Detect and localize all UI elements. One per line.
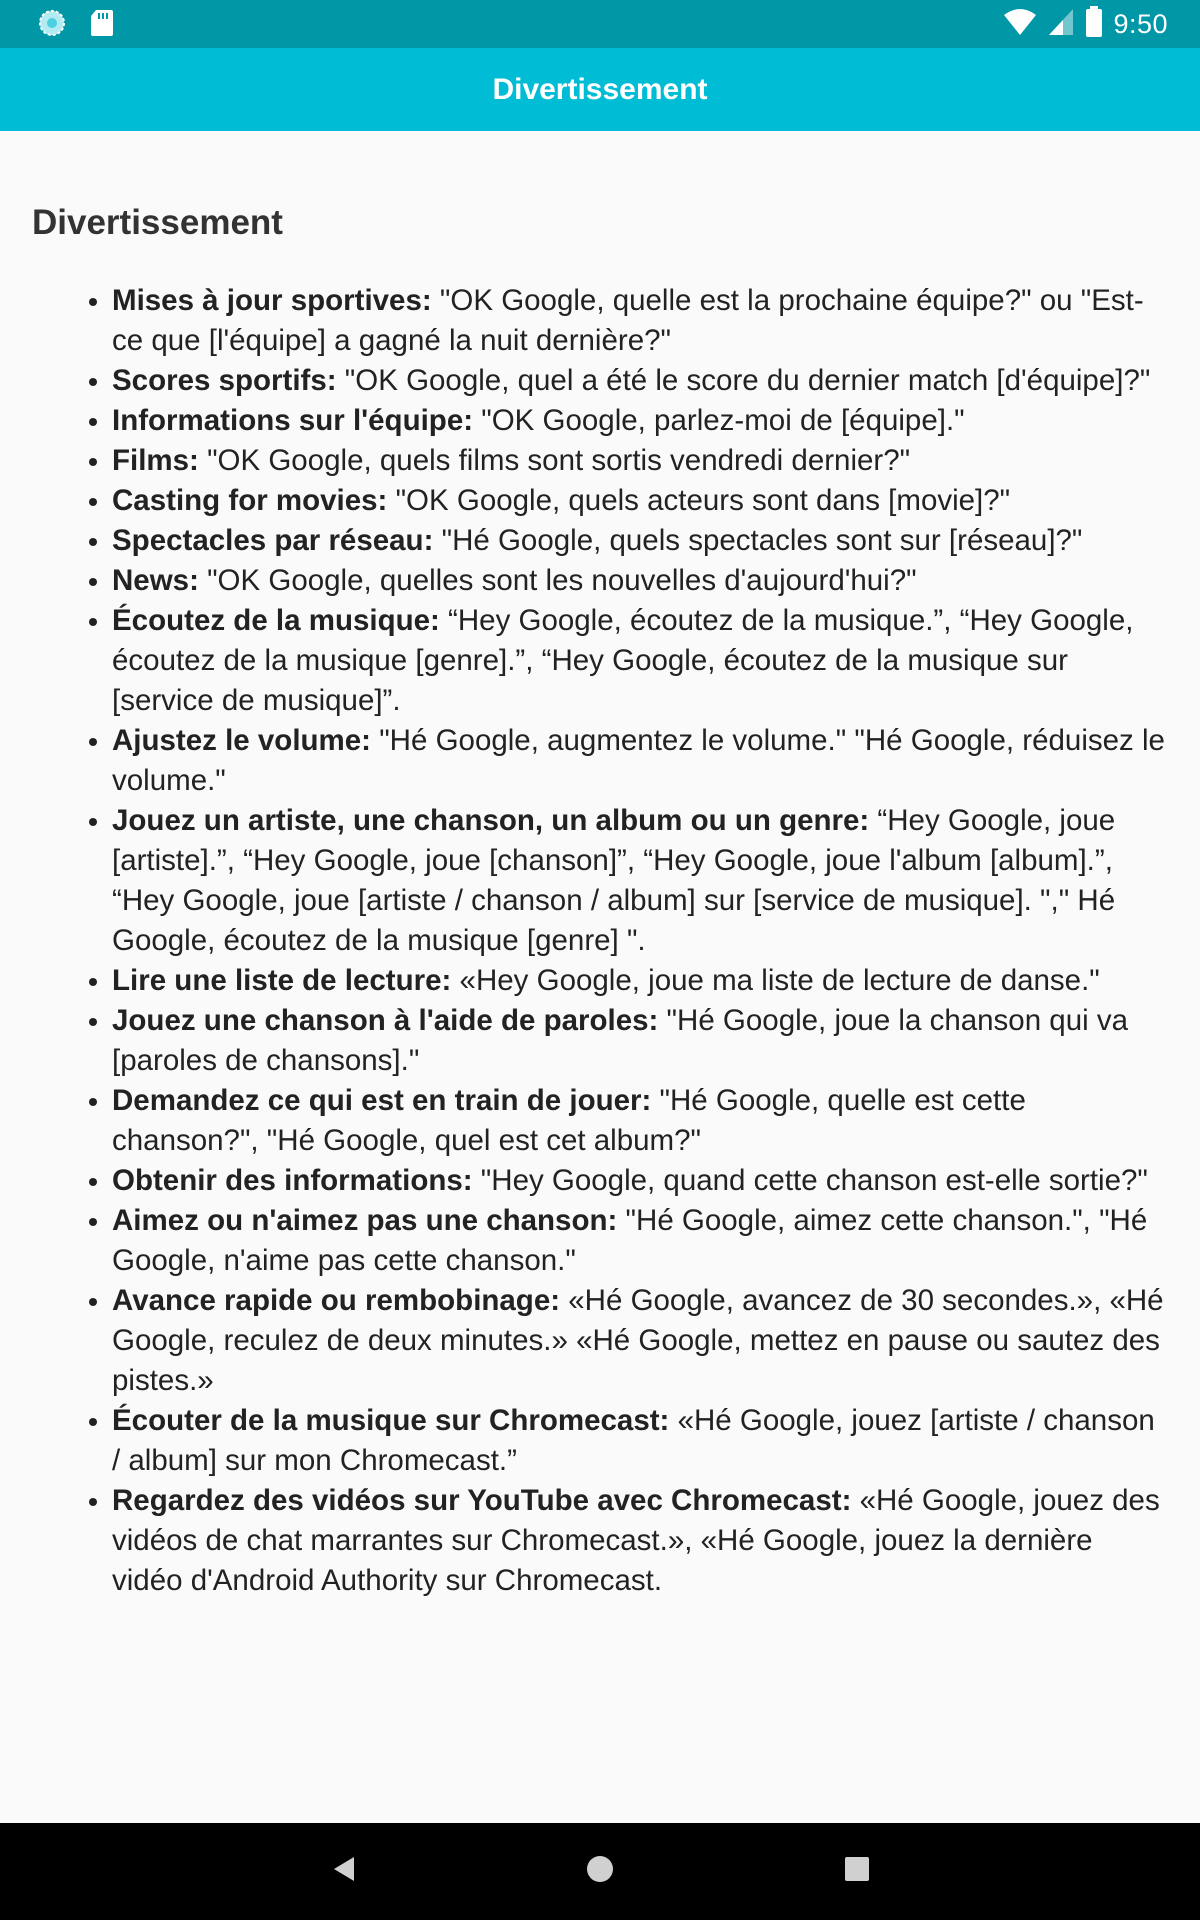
list-item bbox=[112, 1281, 1170, 1401]
home-icon bbox=[585, 1854, 615, 1889]
list-item-text: "Hé Google, quelle est cette chanson?", "Hé Google, quel est cet album?" bbox=[112, 1084, 1026, 1157]
list-item-text: "OK Google, quelle est la prochaine équipe?" ou "Est-ce que [l'équipe] a gagné la nuit dernière?" bbox=[112, 284, 1144, 357]
list-item-label: Avance rapide ou rembobinage: bbox=[112, 1284, 561, 1317]
list-item-text: “Hey Google, joue [artiste].”, “Hey Google, joue [chanson]”, “Hey Google, joue l'album [album].”, “Hey Google, joue [artiste / chanson / album] sur [service de musique]. "," Hé Google, écoutez de la musique [genre] ". bbox=[112, 804, 1116, 957]
list-item bbox=[112, 961, 1170, 1001]
battery-icon bbox=[1085, 6, 1103, 43]
list-item bbox=[112, 1161, 1170, 1201]
list-item-text: "OK Google, parlez-moi de [équipe]." bbox=[473, 404, 965, 437]
section-heading: Divertissement bbox=[32, 203, 283, 242]
list-item-text: "Hé Google, joue la chanson qui va [paroles de chansons]." bbox=[112, 1004, 1129, 1077]
status-time: 9:50 bbox=[1113, 9, 1168, 39]
list-item-text: "OK Google, quels acteurs sont dans [movie]?" bbox=[387, 484, 1011, 517]
list-item-label: Écoutez de la musique: bbox=[112, 604, 440, 637]
back-icon bbox=[330, 1854, 358, 1889]
wifi-icon bbox=[1003, 7, 1037, 42]
list-item-label: Informations sur l'équipe: bbox=[112, 404, 474, 437]
list-item bbox=[112, 1201, 1170, 1281]
list-item-label: Écouter de la musique sur Chromecast: bbox=[112, 1404, 670, 1437]
list-item bbox=[112, 361, 1170, 401]
list-item-label: News: bbox=[112, 564, 199, 597]
list-item-label: Casting for movies: bbox=[112, 484, 388, 517]
list-item-text: "Hé Google, quels spectacles sont sur [réseau]?" bbox=[433, 524, 1083, 557]
list-item-label: Scores sportifs: bbox=[112, 364, 337, 397]
list-item-text: «Hey Google, joue ma liste de lecture de danse." bbox=[451, 964, 1100, 997]
list-item bbox=[112, 1401, 1170, 1481]
list-item-text: «Hé Google, jouez des vidéos de chat marrantes sur Chromecast.», «Hé Google, jouez la dernière vidéo d'Android Authority sur Chromecast. bbox=[112, 1484, 1160, 1597]
list-item bbox=[112, 1081, 1170, 1161]
list-item-text: "Hey Google, quand cette chanson est-elle sortie?" bbox=[472, 1164, 1148, 1197]
recents-button[interactable] bbox=[808, 1823, 905, 1920]
list-item bbox=[112, 401, 1170, 441]
app-bar bbox=[0, 48, 1200, 131]
sd-card-icon bbox=[90, 9, 114, 42]
list-item-label: Films: bbox=[112, 444, 199, 477]
list-item bbox=[112, 801, 1170, 961]
list-item-label: Mises à jour sportives: bbox=[112, 284, 432, 317]
list-item bbox=[112, 1001, 1170, 1081]
app-sync-icon bbox=[38, 9, 66, 42]
list-item-label: Jouez un artiste, une chanson, un album ou un genre: bbox=[112, 804, 870, 837]
list-item-label: Regardez des vidéos sur YouTube avec Chromecast: bbox=[112, 1484, 852, 1517]
list-item bbox=[112, 561, 1170, 601]
list-item-label: Aimez ou n'aimez pas une chanson: bbox=[112, 1204, 618, 1237]
status-left-icons bbox=[38, 9, 114, 42]
list-item-label: Jouez une chanson à l'aide de paroles: bbox=[112, 1004, 659, 1037]
app-bar-title: Divertissement bbox=[492, 72, 708, 106]
navigation-bar bbox=[0, 1823, 1200, 1920]
list-item-label: Demandez ce qui est en train de jouer: bbox=[112, 1084, 652, 1117]
list-item-label: Ajustez le volume: bbox=[112, 724, 372, 757]
status-bar bbox=[0, 0, 1200, 48]
recents-icon bbox=[844, 1856, 870, 1887]
cellular-signal-icon bbox=[1047, 7, 1075, 42]
list-item bbox=[112, 441, 1170, 481]
back-button[interactable] bbox=[295, 1823, 392, 1920]
list-item-label: Obtenir des informations: bbox=[112, 1164, 473, 1197]
status-right-icons bbox=[1003, 6, 1168, 43]
list-item bbox=[112, 481, 1170, 521]
list-item-text: "OK Google, quelles sont les nouvelles d'aujourd'hui?" bbox=[198, 564, 917, 597]
home-button[interactable] bbox=[551, 1823, 648, 1920]
list-item-text: "OK Google, quel a été le score du dernier match [d'équipe]?" bbox=[336, 364, 1151, 397]
list-item-text: "Hé Google, aimez cette chanson.", "Hé Google, n'aime pas cette chanson." bbox=[112, 1204, 1148, 1277]
list-item bbox=[112, 601, 1170, 721]
list-item bbox=[112, 721, 1170, 801]
list-item-text: «Hé Google, jouez [artiste / chanson / album] sur mon Chromecast.” bbox=[112, 1404, 1155, 1477]
list-item-text: “Hey Google, écoutez de la musique.”, “Hey Google, écoutez de la musique [genre].”, “Hey Google, écoutez de la musique sur [service de musique]”. bbox=[112, 604, 1134, 717]
command-list bbox=[0, 281, 1170, 1601]
list-item-label: Spectacles par réseau: bbox=[112, 524, 434, 557]
list-item-label: Lire une liste de lecture: bbox=[112, 964, 452, 997]
list-item-text: "Hé Google, augmentez le volume." "Hé Google, réduisez le volume." bbox=[112, 724, 1165, 797]
list-item bbox=[112, 281, 1170, 361]
content-area[interactable] bbox=[0, 131, 1200, 1823]
list-item bbox=[112, 521, 1170, 561]
list-item-text: «Hé Google, avancez de 30 secondes.», «Hé Google, reculez de deux minutes.» «Hé Google, mettez en pause ou sautez des pistes.» bbox=[112, 1284, 1164, 1397]
list-item bbox=[112, 1481, 1170, 1601]
list-item-text: "OK Google, quels films sont sortis vendredi dernier?" bbox=[198, 444, 911, 477]
